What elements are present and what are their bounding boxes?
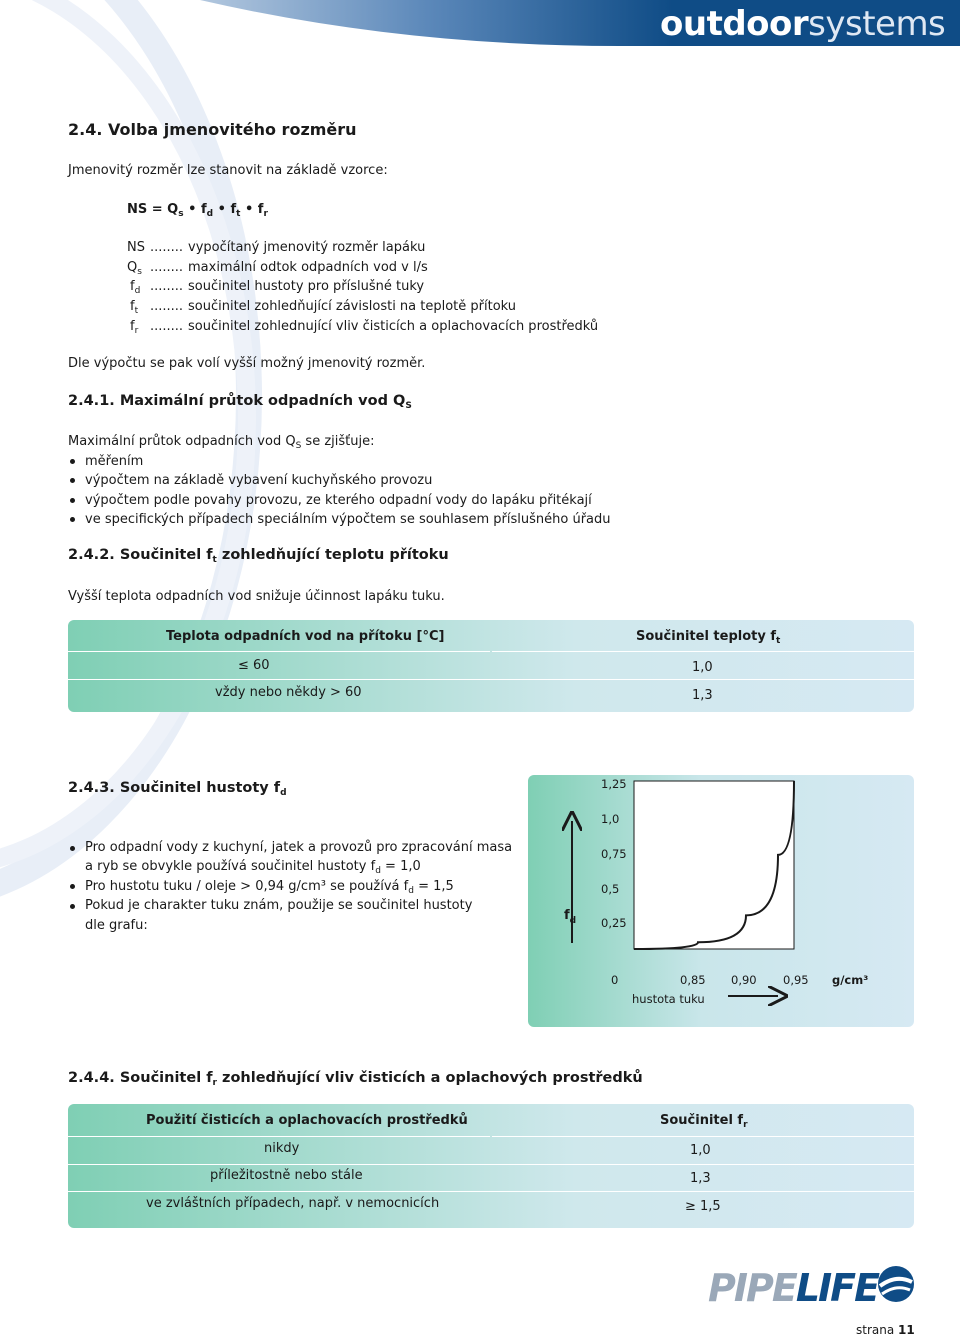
density-chart bbox=[528, 775, 914, 1027]
cleaning-agent-table bbox=[68, 1104, 914, 1228]
s243-bullet: Pro odpadní vody z kuchyní, jatek a provozů pro zpracování masa bbox=[85, 840, 513, 855]
table-header-factor: Součinitel teploty $f_t$ bbox=[636, 629, 781, 646]
brand-bold: outdoor bbox=[660, 4, 809, 44]
bullet-dot bbox=[70, 517, 75, 522]
chart-plot-area bbox=[634, 781, 794, 949]
table-cell: 1,3 bbox=[690, 1171, 711, 1186]
legend-item: $Q_s$ bbox=[127, 260, 142, 277]
subsection-title-244: 2.4.4. Součinitel $f_r$ zohledňující vliv čisticích a oplachových prostředků bbox=[68, 1070, 643, 1088]
s241-bullet: výpočtem na základě vybavení kuchyňského provozu bbox=[85, 473, 433, 488]
section-outro: Dle výpočtu se pak volí vyšší možný jmenovitý rozměr. bbox=[68, 356, 426, 371]
table-header-temp: Teplota odpadních vod na přítoku [°C] bbox=[166, 629, 445, 644]
temperature-table bbox=[68, 620, 914, 712]
s241-bullet: výpočtem podle povahy provozu, ze kterého odpadní vody do lapáku přitékají bbox=[85, 493, 592, 508]
s241-bullet: ve specifických případech speciálním výpočtem se souhlasem příslušného úřadu bbox=[85, 512, 611, 527]
bullet-dot bbox=[70, 846, 75, 851]
page-number: strana 11 bbox=[856, 1323, 915, 1337]
bullet-dot bbox=[70, 478, 75, 483]
legend-item: NS bbox=[127, 240, 145, 255]
y-tick-label: 1,0 bbox=[601, 812, 620, 826]
s243-bullet-cont: dle grafu: bbox=[85, 918, 148, 933]
x-tick-label: 0,85 bbox=[680, 973, 706, 987]
x-axis-label: hustota tuku bbox=[632, 992, 705, 1006]
s243-bullet: Pro hustotu tuku / oleje > 0,94 g/cm³ se používá $f_d = 1,5$ bbox=[85, 879, 454, 896]
table-divider bbox=[492, 1136, 914, 1137]
table-divider bbox=[492, 651, 914, 652]
bullet-dot bbox=[70, 904, 75, 909]
x-tick-label: 0,95 bbox=[783, 973, 809, 987]
legend-text: součinitel zohledňující závislosti na teplotě přítoku bbox=[188, 299, 517, 314]
s243-bullet: Pokud je charakter tuku znám, použije se součinitel hustoty bbox=[85, 898, 473, 913]
y-tick-label: 0,5 bbox=[601, 882, 620, 896]
s241-bullet: měřením bbox=[85, 454, 144, 469]
x-tick-label: 0 bbox=[611, 973, 619, 987]
table-cell: ≥ 1,5 bbox=[685, 1199, 721, 1214]
subsection-title-243: 2.4.3. Součinitel hustoty $f_d$ bbox=[68, 780, 287, 798]
brand-logo bbox=[660, 4, 945, 44]
legend-dots: ........ bbox=[150, 319, 184, 334]
s243-bullet-cont: a ryb se obvykle používá součinitel hustoty $f_d = 1,0$ bbox=[85, 859, 421, 876]
section-intro: Jmenovitý rozměr lze stanovit na základě vzorce: bbox=[68, 163, 388, 178]
legend-item: $f_r$ bbox=[130, 319, 139, 336]
subsection-title-241: 2.4.1. Maximální průtok odpadních vod $Q_S$ bbox=[68, 393, 412, 411]
legend-text: součinitel zohlednující vliv čisticích a oplachovacích prostředků bbox=[188, 319, 599, 334]
s242-intro: Vyšší teplota odpadních vod snižuje účinnost lapáku tuku. bbox=[68, 589, 445, 604]
table-divider bbox=[68, 651, 490, 652]
legend-dots: ........ bbox=[150, 260, 184, 275]
table-divider bbox=[68, 679, 914, 680]
brand-light: systems bbox=[808, 4, 946, 44]
x-tick-label: 0,90 bbox=[731, 973, 757, 987]
legend-text: součinitel hustoty pro příslušné tuky bbox=[188, 279, 425, 294]
y-axis-label: $f_d$ bbox=[564, 908, 577, 926]
table-divider bbox=[68, 1136, 490, 1137]
y-tick-label: 1,25 bbox=[601, 777, 627, 791]
bullet-dot bbox=[70, 498, 75, 503]
formula: NS = $Q_s$ • $f_d$ • $f_t$ • $f_r$ bbox=[127, 202, 268, 219]
table-cell: 1,3 bbox=[692, 688, 713, 703]
legend-dots: ........ bbox=[150, 279, 184, 294]
x-axis-unit: g/cm³ bbox=[832, 973, 869, 987]
table-cell: ve zvláštních případech, např. v nemocnicích bbox=[146, 1196, 440, 1211]
table-divider bbox=[68, 1191, 914, 1192]
y-tick-label: 0,25 bbox=[601, 916, 627, 930]
section-title: 2.4. Volba jmenovitého rozměru bbox=[68, 120, 357, 139]
legend-text: maximální odtok odpadních vod v l/s bbox=[188, 260, 428, 275]
bullet-dot bbox=[70, 884, 75, 889]
bullet-dot bbox=[70, 459, 75, 464]
pipelife-logo bbox=[708, 1262, 918, 1316]
logo-globe-icon bbox=[876, 1264, 916, 1304]
logo-text: PIPELIFE bbox=[708, 1266, 879, 1310]
chart-svg bbox=[528, 775, 914, 1027]
table-divider bbox=[68, 1164, 914, 1165]
table-cell: 1,0 bbox=[692, 660, 713, 675]
table-cell: ≤ 60 bbox=[238, 658, 270, 673]
table-header-usage: Použití čisticích a oplachovacích prostředků bbox=[146, 1113, 468, 1128]
legend-dots: ........ bbox=[150, 240, 184, 255]
table-cell: vždy nebo někdy > 60 bbox=[215, 685, 362, 700]
subsection-title-242: 2.4.2. Součinitel $f_t$ zohledňující teplotu přítoku bbox=[68, 547, 449, 565]
table-cell: 1,0 bbox=[690, 1143, 711, 1158]
legend-item: $f_t$ bbox=[130, 299, 139, 316]
legend-text: vypočítaný jmenovitý rozměr lapáku bbox=[188, 240, 426, 255]
table-cell: nikdy bbox=[264, 1141, 300, 1156]
legend-item: $f_d$ bbox=[130, 279, 141, 296]
legend-dots: ........ bbox=[150, 299, 184, 314]
y-tick-label: 0,75 bbox=[601, 847, 627, 861]
table-header-factor: Součinitel $f_r$ bbox=[660, 1113, 748, 1130]
table-cell: příležitostně nebo stále bbox=[210, 1168, 363, 1183]
s241-intro: Maximální průtok odpadních vod $Q_S$ se zjišťuje: bbox=[68, 434, 375, 451]
